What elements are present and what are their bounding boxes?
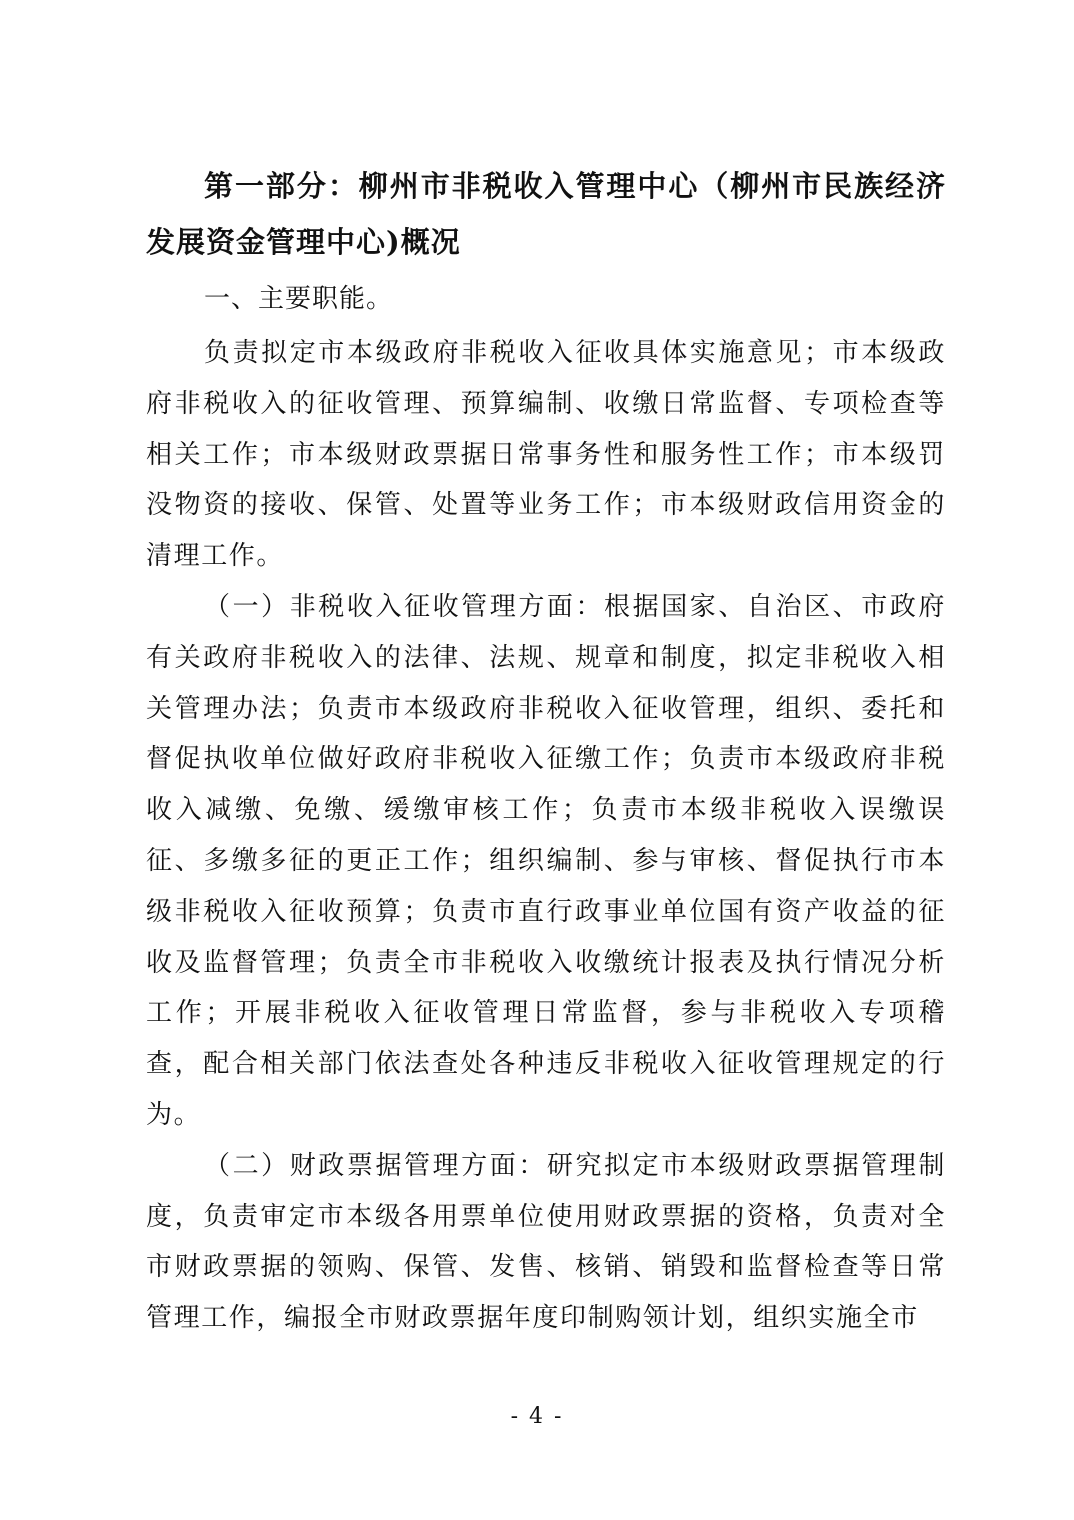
section-heading: 一、主要职能。 [204,284,394,314]
paragraph-financial-bills: （二）财政票据管理方面：研究拟定市本级财政票据管理制度，负责审定市本级各用票单位使用财政票据的资格，负责对全市财政票据的领购、保管、发售、核销、销毁和监督检查等日常管理工作，编报全市财政票据年度印制购领计划，组织实施全市 [146,1150,946,1334]
paragraph-main-duties: 负责拟定市本级政府非税收入征收具体实施意见；市本级政府非税收入的征收管理、预算编制、收缴日常监督、专项检查等相关工作；市本级财政票据日常事务性和服务性工作；市本级罚没物资的接收、保管、处置等业务工作；市本级财政信用资金的清理工作。 [146,338,946,572]
document-body [146,158,946,1344]
page-number: - 4 - [510,1404,564,1429]
paragraph-non-tax-revenue: （一）非税收入征收管理方面：根据国家、自治区、市政府有关政府非税收入的法律、法规、规章和制度，拟定非税收入相关管理办法；负责市本级政府非税收入征收管理，组织、委托和督促执收单位做好政府非税收入征缴工作；负责市本级政府非税收入减缴、免缴、缓缴审核工作；负责市本级非税收入误缴误征、多缴多征的更正工作；组织编制、参与审核、督促执行市本级非税收入征收预算；负责市直行政事业单位国有资产收益的征收及监督管理；负责全市非税收入收缴统计报表及执行情况分析工作；开展非税收入征收管理日常监督，参与非税收入专项稽查，配合相关部门依法查处各种违反非税收入征收管理规定的行为。 [146,591,946,1130]
document-title: 第一部分：柳州市非税收入管理中心（柳州市民族经济发展资金管理中心)概况 [146,169,946,259]
